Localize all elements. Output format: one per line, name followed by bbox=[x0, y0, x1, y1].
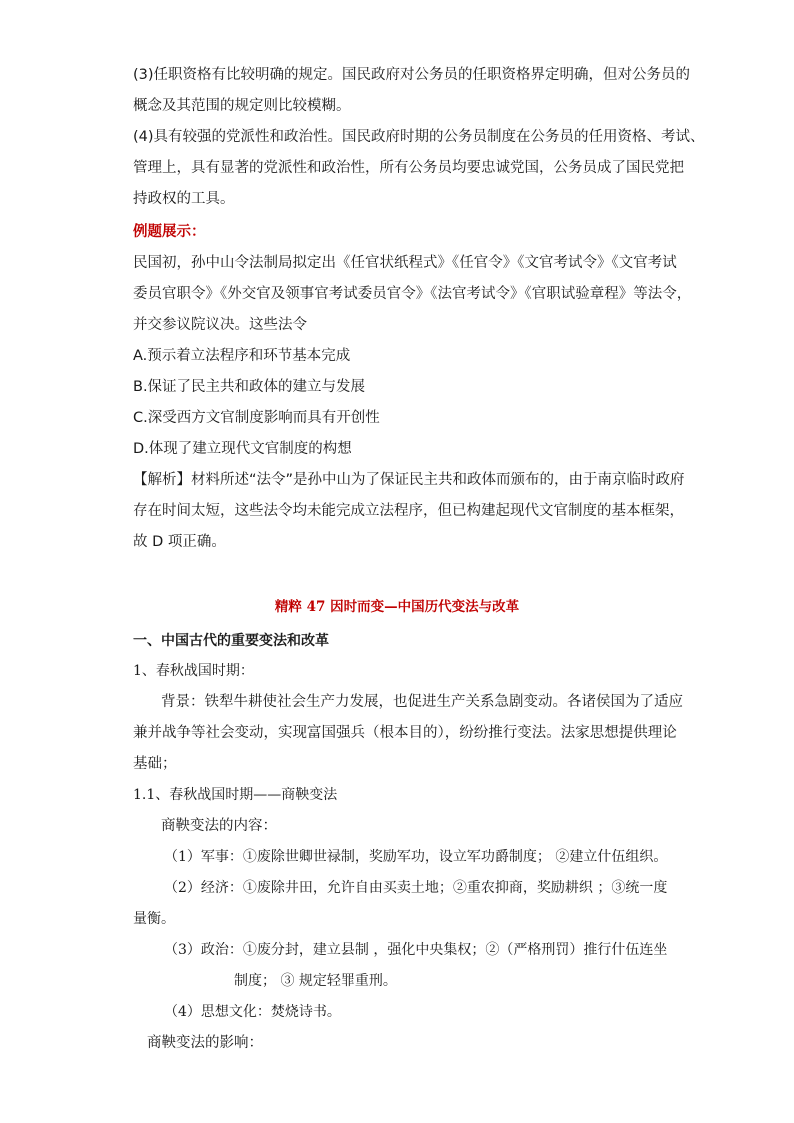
influence-heading: 商鞅变法的影响： bbox=[147, 1035, 263, 1051]
option-d: D.体现了建立现代文官制度的构想 bbox=[133, 441, 352, 457]
paragraph-4-line-2: 管理上，具有显著的党派性和政治性，所有公务员均要忠诚党国，公务员成了国民党把 bbox=[133, 160, 684, 176]
item-economy-line-2: 量衡。 bbox=[133, 911, 175, 927]
option-b: B.保证了民主共和政体的建立与发展 bbox=[133, 379, 366, 395]
question-line-2: 委员官职令》《外交官及领事官考试委员官令》《法官考试令》《官职试验章程》等法令， bbox=[133, 286, 692, 302]
analysis-line-1: 【解析】材料所述“法令”是孙中山为了保证民主共和政体而颁布的，由于南京临时政府 bbox=[133, 472, 685, 488]
paragraph-3-line-2: 概念及其范围的规定则比较模糊。 bbox=[133, 98, 351, 114]
heading-ancient-reforms: 一、中国古代的重要变法和改革 bbox=[133, 633, 329, 649]
analysis-line-2: 存在时间太短，这些法令均未能完成立法程序，但已构建起现代文官制度的基本框架， bbox=[133, 503, 684, 519]
background-line-3: 基础； bbox=[133, 756, 177, 772]
heading-spring-autumn: 1、春秋战国时期： bbox=[133, 663, 254, 679]
item-economy-line-1: （2）经济：①废除井田，允许自由买卖土地；②重农抑商，奖励耕织 ；③统一度 bbox=[164, 880, 668, 896]
option-a: A.预示着立法程序和环节基本完成 bbox=[133, 348, 351, 364]
option-c: C.深受西方文官制度影响而具有开创性 bbox=[133, 410, 380, 426]
paragraph-4-line-1: (4)具有较强的党派性和政治性。国民政府时期的公务员制度在公务员的任用资格、考试、 bbox=[133, 129, 705, 145]
analysis-line-3: 故 D 项正确。 bbox=[133, 534, 226, 550]
example-heading: 例题展示： bbox=[133, 224, 206, 240]
paragraph-3-line-1: (3)任职资格有比较明确的规定。国民政府对公务员的任职资格界定明确，但对公务员的 bbox=[133, 67, 691, 83]
section-title: 精粹 47 因时而变—中国历代变法与改革 bbox=[274, 599, 520, 615]
item-politics-line-1: （3）政治：①废分封，建立县制 ，强化中央集权；②（严格刑罚）推行什伍连坐 bbox=[164, 942, 668, 958]
question-line-3: 并交参议院议决。这些法令 bbox=[133, 317, 307, 333]
item-politics-line-2: 制度； ③ 规定轻罪重刑。 bbox=[234, 973, 397, 989]
item-military: （1）军事：①废除世卿世禄制，奖励军功，设立军功爵制度； ②建立什伍组织。 bbox=[164, 849, 668, 865]
background-line-2: 兼并战争等社会变动，实现富国强兵（根本目的），纷纷推行变法。法家思想提供理论 bbox=[133, 725, 677, 741]
heading-shang-yang: 1.1、春秋战国时期——商鞅变法 bbox=[133, 787, 338, 803]
reform-content-heading: 商鞅变法的内容： bbox=[161, 818, 277, 834]
paragraph-4-line-3: 持政权的工具。 bbox=[133, 191, 235, 207]
question-line-1: 民国初，孙中山令法制局拟定出《任官状纸程式》《任官令》《文官考试令》《文官考试 bbox=[133, 255, 677, 271]
background-line-1: 背景：铁犁牛耕使社会生产力发展，也促进生产关系急剧变动。各诸侯国为了适应 bbox=[161, 694, 683, 710]
item-culture: （4）思想文化：焚烧诗书。 bbox=[164, 1004, 341, 1020]
